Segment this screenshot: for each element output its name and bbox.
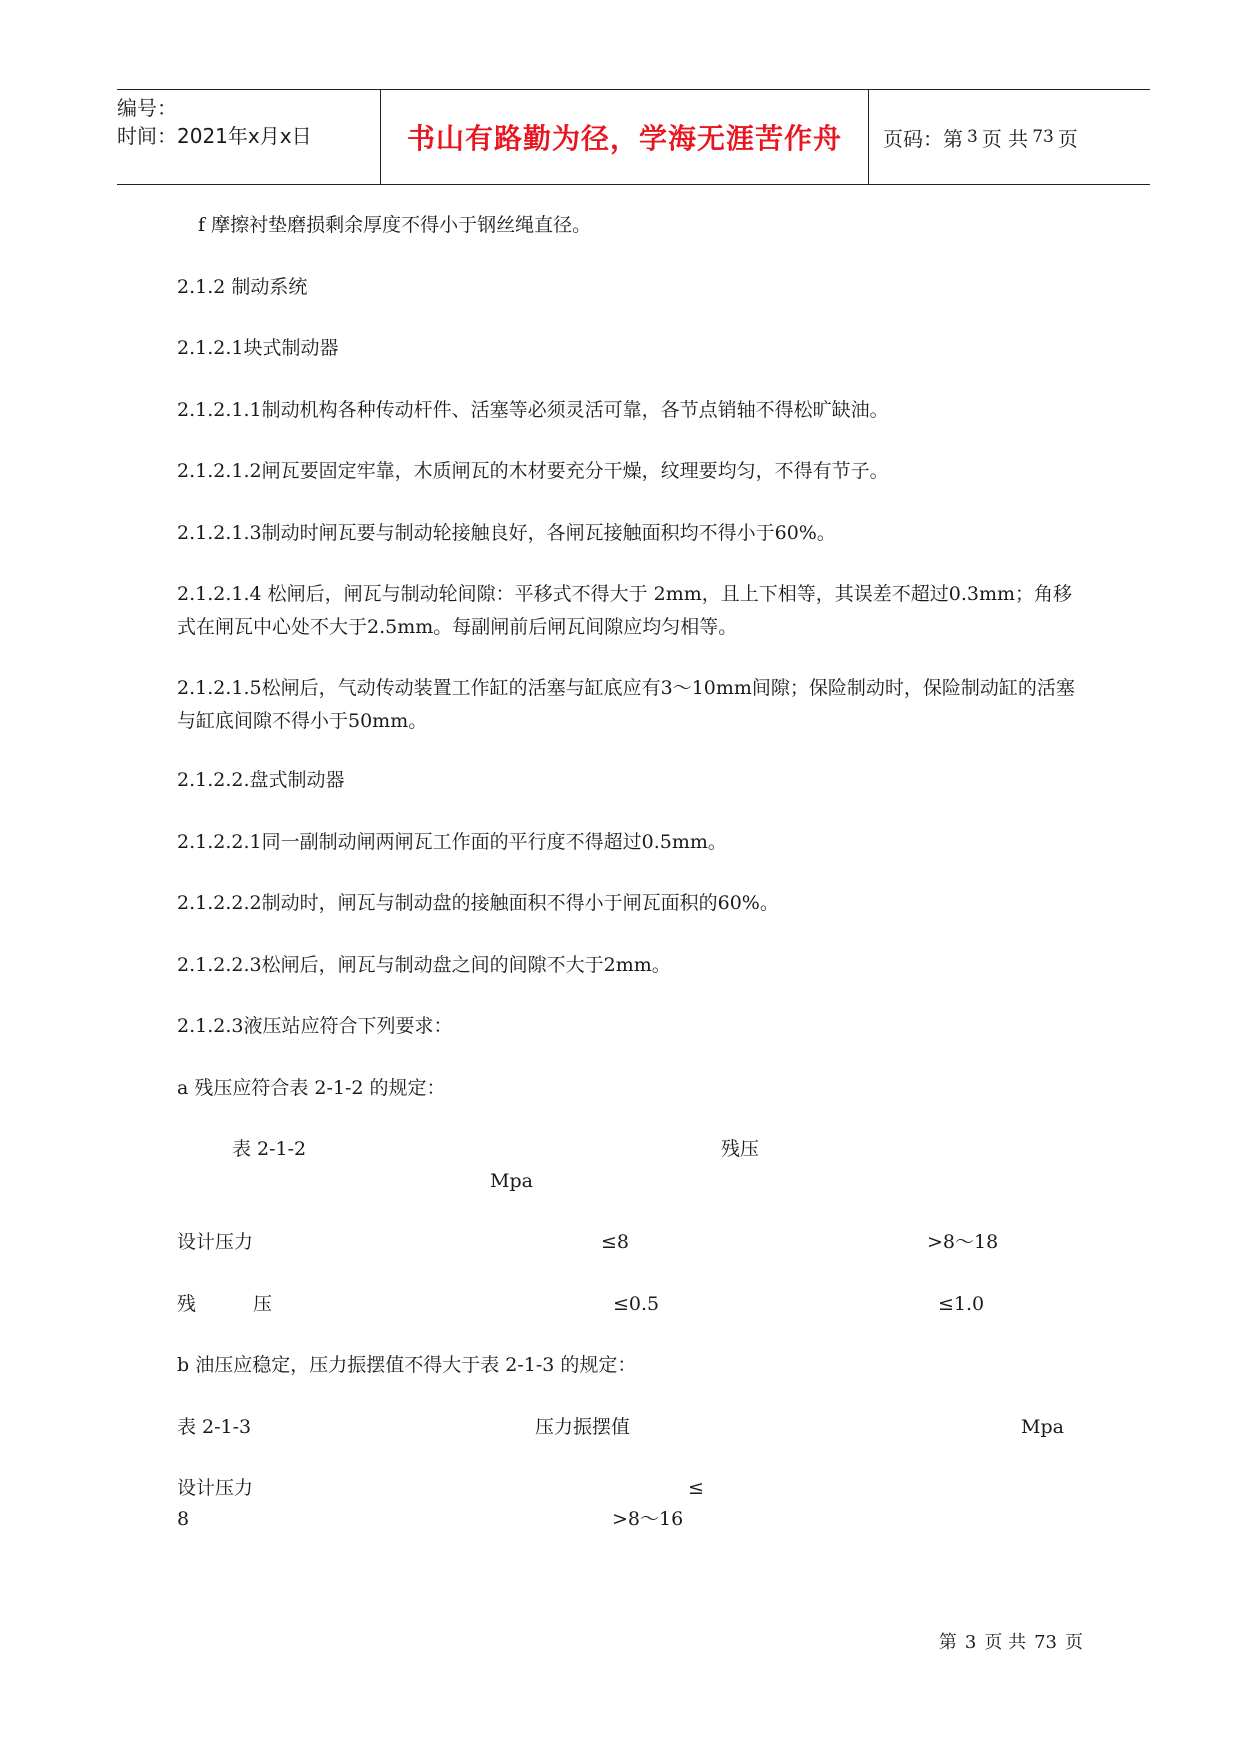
header-meta [117, 90, 380, 184]
paragraph: 2.1.2.2.2制动时，闸瓦与制动盘的接触面积不得小于闸瓦面积的60%。 [177, 892, 779, 914]
footer-mid: 页 共 [984, 1632, 1027, 1653]
paragraph: 2.1.2.1.5松闸后，气动传动装置工作缸的活塞与缸底应有3～10mm间隙；保险制动时，保险制动缸的活塞与缸底间隙不得小于50mm。 [177, 677, 1075, 732]
table-cell: ≤1.0 [938, 1293, 985, 1315]
document-header [117, 89, 1150, 185]
paragraph: 2.1.2.2.3松闸后，闸瓦与制动盘之间的间隙不大于2mm。 [177, 954, 671, 976]
paragraph: b 油压应稳定，压力振摆值不得大于表 2-1-3 的规定： [177, 1354, 637, 1376]
document-number-label: 编号： [117, 96, 177, 120]
table-unit: Mpa [1021, 1416, 1064, 1438]
paragraph: 2.1.2.2.1同一副制动闸两闸瓦工作面的平行度不得超过0.5mm。 [177, 831, 727, 853]
table-row-label: 设计压力 [177, 1231, 254, 1253]
table-row-label: 残 [177, 1293, 197, 1315]
table-cell: ≤8 [601, 1231, 630, 1253]
page-suffix: 页 [1057, 126, 1078, 151]
table-row-label: 设计压力 [177, 1477, 254, 1499]
table-row-label: 压 [253, 1293, 273, 1315]
table-cell: ≤0.5 [613, 1293, 660, 1315]
table-caption: 表 2-1-3 [177, 1416, 252, 1438]
page-footer [935, 1628, 1087, 1654]
paragraph: 2.1.2.1.3制动时闸瓦要与制动轮接触良好，各闸瓦接触面积均不得小于60%。 [177, 522, 836, 544]
footer-suffix: 页 [1065, 1632, 1083, 1653]
paragraph: a 残压应符合表 2-1-2 的规定： [177, 1077, 446, 1099]
table-cell: >8～16 [612, 1508, 684, 1530]
footer-prefix: 第 [938, 1632, 957, 1653]
subsection-heading: 2.1.2.1块式制动器 [177, 337, 339, 359]
table-cell: ≤ [688, 1477, 704, 1499]
table-caption: 表 2-1-2 [232, 1138, 307, 1160]
header-motto: 书山有路勤为径，学海无涯苦作舟 [380, 90, 869, 184]
table-unit: Mpa [490, 1170, 533, 1192]
document-time: 时间：2021年x月x日 [117, 124, 312, 148]
paragraph: 2.1.2.1.2闸瓦要固定牢靠，木质闸瓦的木材要充分干燥，纹理要均匀，不得有节子。 [177, 460, 889, 482]
table-title: 压力振摆值 [535, 1416, 631, 1438]
section-heading: 2.1.2 制动系统 [177, 276, 308, 298]
page-prefix: 页码：第 [883, 126, 963, 151]
header-page-info [869, 90, 1150, 184]
page-total: 73 [1032, 127, 1054, 147]
paragraph: 2.1.2.1.1制动机构各种传动杆件、活塞等必须灵活可靠，各节点销轴不得松旷缺油。 [177, 399, 889, 421]
paragraph: 2.1.2.1.4 松闸后，闸瓦与制动轮间隙：平移式不得大于 2mm，且上下相等，其误差不超过0.3mm；角移式在闸瓦中心处不大于2.5mm。每副闸前后闸瓦间隙应均匀相等。 [177, 583, 1073, 638]
footer-current: 3 [964, 1632, 977, 1653]
table-cell: 8 [177, 1508, 190, 1530]
paragraph: f 摩擦衬垫磨损剩余厚度不得小于钢丝绳直径。 [198, 214, 592, 236]
page-current: 3 [967, 127, 978, 147]
paragraph: 2.1.2.3液压站应符合下列要求： [177, 1015, 453, 1037]
table-title: 残压 [721, 1138, 760, 1160]
footer-total: 73 [1034, 1632, 1057, 1653]
page-mid: 页 共 [981, 126, 1029, 151]
subsection-heading: 2.1.2.2.盘式制动器 [177, 769, 345, 791]
table-cell: >8～18 [927, 1231, 999, 1253]
